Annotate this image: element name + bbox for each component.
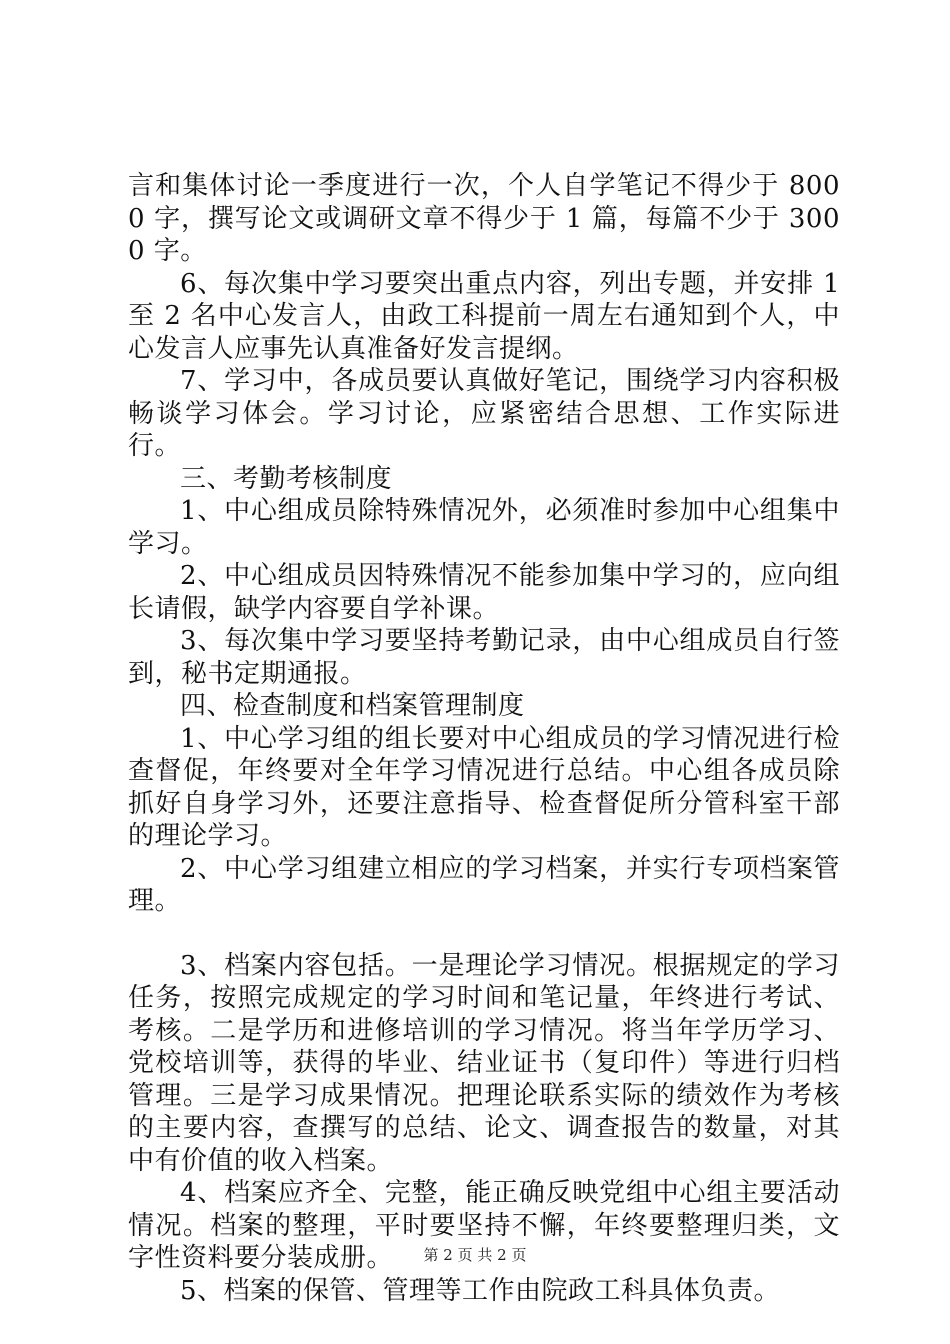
paragraph-item-6: 6、每次集中学习要突出重点内容，列出专题，并安排 1 至 2 名中心发言人，由政工科提前一周左右通知到个人，中心发言人应事先认真准备好发言提纲。 xyxy=(128,268,840,364)
section-heading-attendance: 三、考勤考核制度 xyxy=(180,463,393,494)
document-body xyxy=(128,170,840,1307)
paragraph-attendance-2: 2、中心组成员因特殊情况不能参加集中学习的，应向组长请假，缺学内容要自学补课。 xyxy=(128,561,840,624)
paragraph-continuation: 言和集体讨论一季度进行一次，个人自学笔记不得少于 8000 字，撰写论文或调研文章不得少于 1 篇，每篇不少于 3000 字。 xyxy=(128,171,840,266)
section-heading-archives: 四、检查制度和档案管理制度 xyxy=(180,691,525,721)
paragraph-archives-2: 2、中心学习组建立相应的学习档案，并实行专项档案管理。 xyxy=(128,853,840,916)
page-number: 第 2 页 共 2 页 xyxy=(423,1246,527,1264)
paragraph-archives-5: 5、档案的保管、管理等工作由院政工科具体负责。 xyxy=(180,1275,781,1306)
paragraph-item-7: 7、学习中，各成员要认真做好笔记，围绕学习内容积极畅谈学习体会。学习讨论，应紧密结合思想、工作实际进行。 xyxy=(128,366,840,461)
paragraph-attendance-3: 3、每次集中学习要坚持考勤记录，由中心组成员自行签到，秘书定期通报。 xyxy=(128,626,840,689)
paragraph-archives-4: 4、档案应齐全、完整，能正确反映党组中心组主要活动情况。档案的整理，平时要坚持不懈，年终要整理归类，文字性资料要分装成册。 xyxy=(128,1178,840,1273)
paragraph-archives-3: 3、档案内容包括。一是理论学习情况。根据规定的学习任务，按照完成规定的学习时间和笔记量，年终进行考试、考核。二是学历和进修培训的学习情况。将当年学历学习、党校培训等，获得的毕业、结业证书（复印件）等进行归档管理。三是学习成果情况。把理论联系实际的绩效作为考核的主要内容，查撰写的总结、论文、调查报告的数量，对其中有价值的收入档案。 xyxy=(128,950,840,1176)
paragraph-archives-1: 1、中心学习组的组长要对中心组成员的学习情况进行检查督促，年终要对全年学习情况进行总结。中心组各成员除抓好自身学习外，还要注意指导、检查督促所分管科室干部的理论学习。 xyxy=(128,723,840,851)
page-footer xyxy=(0,1244,950,1265)
paragraph-attendance-1: 1、中心组成员除特殊情况外，必须准时参加中心组集中学习。 xyxy=(128,496,840,559)
